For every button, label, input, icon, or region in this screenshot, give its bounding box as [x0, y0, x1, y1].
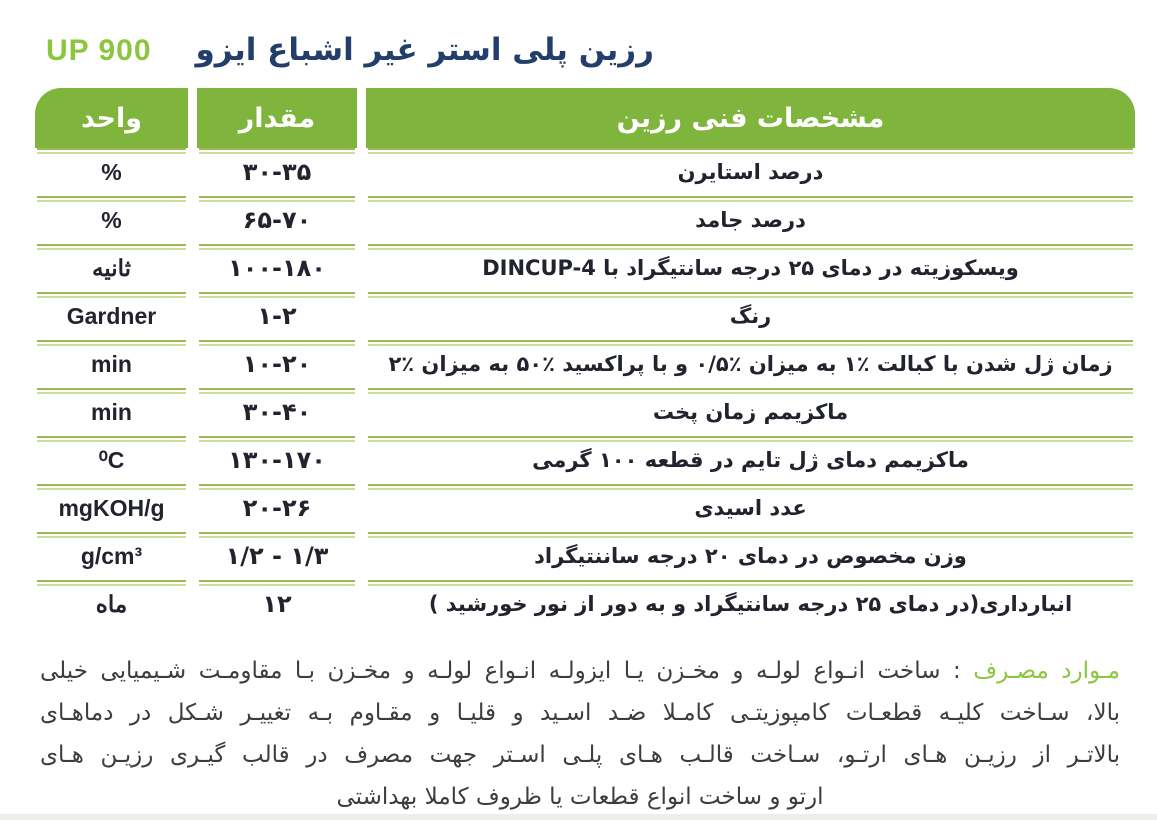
scan-edge-artifact	[0, 814, 1157, 820]
table-row	[35, 532, 1135, 580]
spec-value-cell: ۱۰-۲۰	[197, 340, 357, 388]
spec-table	[35, 88, 1135, 628]
spec-property-cell: درصد استایرن	[366, 148, 1135, 196]
spec-unit-cell: ماه	[35, 580, 188, 628]
spec-unit-cell: min	[35, 340, 188, 388]
table-row	[35, 436, 1135, 484]
spec-property-cell: عدد اسیدی	[366, 484, 1135, 532]
spec-value-cell: ۲۰-۲۶	[197, 484, 357, 532]
spec-value-cell: ۱۲	[197, 580, 357, 628]
table-row	[35, 340, 1135, 388]
table-row	[35, 484, 1135, 532]
column-header-unit: واحد	[35, 88, 188, 148]
spec-property-cell: انبارداری(در دمای ۲۵ درجه سانتیگراد و به دور از نور خورشید )	[366, 580, 1135, 628]
table-row	[35, 292, 1135, 340]
page-title: رزین پلی استر غیر اشباع ایزو	[195, 32, 654, 68]
table-body	[35, 148, 1135, 628]
spec-unit-cell: min	[35, 388, 188, 436]
spec-property-cell: رنگ	[366, 292, 1135, 340]
column-header-value: مقدار	[197, 88, 357, 148]
spec-value-cell: ۶۵-۷۰	[197, 196, 357, 244]
spec-value-cell: ۱/۲ - ۱/۳	[197, 532, 357, 580]
spec-property-cell: زمان ژل شدن با کبالت ٪۱ به میزان ٪۰/۵ و با پراکسید ٪۵۰ به میزان ٪۲	[366, 340, 1135, 388]
table-row	[35, 196, 1135, 244]
page-header	[0, 0, 1157, 68]
usage-paragraph	[40, 650, 1120, 818]
column-header-property: مشخصات فنی رزین	[366, 88, 1135, 148]
usage-line: بالا، سـاخت کلیـه قطعـات کامپوزیتـی کامـلا ضـد اسـید و قلیـا و مقـاوم بـه تغییـر شـکل در دماهـای	[40, 700, 1120, 726]
usage-line: بالاتـر از رزیـن هـای ارتـو، سـاخت قالـب هـای پلـی اسـتر جهت مصرف در قالب گیـری رزیـن هـای	[40, 742, 1120, 768]
spec-value-cell: ۱۰۰-۱۸۰	[197, 244, 357, 292]
spec-unit-cell: mgKOH/g	[35, 484, 188, 532]
spec-unit-cell: ثانیه	[35, 244, 188, 292]
spec-unit-cell: ⁰C	[35, 436, 188, 484]
usage-line	[40, 650, 1120, 692]
table-row	[35, 244, 1135, 292]
spec-value-cell: ۱۳۰-۱۷۰	[197, 436, 357, 484]
spec-unit-cell: g/cm³	[35, 532, 188, 580]
product-code: UP 900	[46, 34, 152, 67]
spec-value-cell: ۳۰-۴۰	[197, 388, 357, 436]
usage-line-text: : ساخت انـواع لولـه و مخـزن یـا ایزولـه انـواع لولـه و مخـزن بـا مقاومـت شـیمیایی خیلی	[40, 658, 974, 684]
spec-property-cell: ماکزیمم زمان پخت	[366, 388, 1135, 436]
table-row	[35, 148, 1135, 196]
usage-line: ارتو و ساخت انواع قطعات یا ظروف کاملا بهداشتی	[336, 784, 824, 810]
spec-unit-cell: Gardner	[35, 292, 188, 340]
spec-unit-cell: %	[35, 148, 188, 196]
table-row	[35, 580, 1135, 628]
table-header-row	[35, 88, 1135, 148]
spec-property-cell: درصد جامد	[366, 196, 1135, 244]
spec-unit-cell: %	[35, 196, 188, 244]
spec-property-cell: ویسکوزیته در دمای ۲۵ درجه سانتیگراد با DINCUP-4	[366, 244, 1135, 292]
spec-value-cell: ۱-۲	[197, 292, 357, 340]
spec-property-cell: وزن مخصوص در دمای ۲۰ درجه ساننتیگراد	[366, 532, 1135, 580]
usage-label: مـوارد مصـرف	[973, 658, 1120, 684]
spec-value-cell: ۳۰-۳۵	[197, 148, 357, 196]
table-row	[35, 388, 1135, 436]
spec-property-cell: ماکزیمم دمای ژل تایم در قطعه ۱۰۰ گرمی	[366, 436, 1135, 484]
